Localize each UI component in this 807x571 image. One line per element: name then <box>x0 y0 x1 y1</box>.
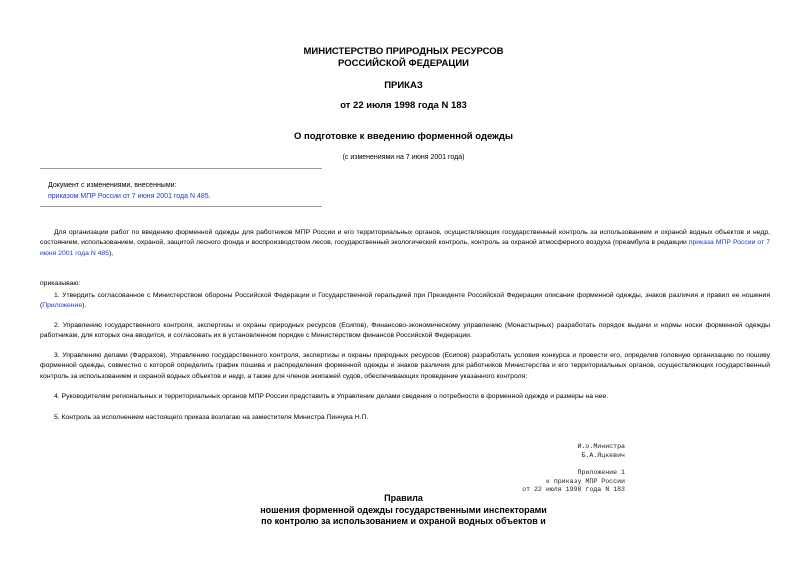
appendix-reference <box>522 469 625 495</box>
preamble-text: Для организации работ по введению форменной одежды для работников МПР России и его территориальных органов, осуществляющих государственный контроль за использованием и охраной водных объектов и недр, состоянием, использованием, охраной, защитой лесного фонда и воспроизводством лесов, государственный экологический контроль, контроль за охраной атмосферного воздуха (преамбула в редакции <box>40 229 770 247</box>
rules-title-line1: Правила <box>384 493 423 503</box>
rules-title-line2: ношения форменной одежды государственными инспекторами <box>260 504 547 515</box>
appendix-ref-line1: Приложение 1 <box>577 469 625 476</box>
rules-title-line3: по контролю за использованием и охраной водных объектов и <box>261 516 546 526</box>
amendments-note: (с изменениями на 7 июня 2001 года) <box>342 154 465 161</box>
item-1-text: 1. Утвердить согласованное с Министерством обороны Российской Федерации и Государственной геральдией при Президенте Российской Федерации описание форменной одежды, знаков различия и правил ее ношения ( <box>40 292 770 310</box>
document-title: О подготовке к введению форменной одежды <box>293 131 514 142</box>
appendix-link[interactable]: Приложение <box>42 302 83 310</box>
signature-block <box>578 443 625 460</box>
order-item-4: 4. Руководителям региональных и территориальных органов МПР России представить в Управление делами сведения о потребности в форменной одежде и размеры на нее. <box>54 393 609 400</box>
ministry-name-line1: МИНИСТЕРСТВО ПРИРОДНЫХ РЕСУРСОВ <box>303 46 504 57</box>
rules-title <box>0 493 807 528</box>
preamble-paragraph <box>40 228 770 259</box>
order-item-2: 2. Управлению государственного контроля, экспертизы и охраны природных ресурсов (Есипов), Финансово-экономическому управлению (Монастырных) разработать порядок выдачи и нормы носки форменной одежды работникам, для которых она вводится, и согласовать их в установленном порядке с Министерством финансов Российской Федерации. <box>40 322 770 340</box>
item-1-tail: ). <box>82 302 87 310</box>
changes-note-suffix: . <box>208 193 211 200</box>
order-word: приказываю: <box>40 280 81 287</box>
document-date: от 22 июля 1998 года N 183 <box>340 100 467 111</box>
order-item-1 <box>40 291 770 312</box>
appendix-ref-line2: к приказу МПР России <box>545 477 625 485</box>
ministry-name-line2: РОССИЙСКОЙ ФЕДЕРАЦИИ <box>337 58 469 69</box>
changes-note-link-row <box>48 191 211 202</box>
divider-bottom <box>40 206 322 207</box>
appendix-ref-line3: от 22 июля 1998 года N 183 <box>522 486 625 494</box>
signature-name: Б.А.Яцкевич <box>581 451 625 459</box>
changes-note-label: Документ с изменениями, внесенными: <box>48 182 177 189</box>
order-item-3: 3. Управлению делами (Фаррахов), Управлению государственного контроля, экспертизы и охраны природных ресурсов (Есипов) разработать условия конкурса и провести его, определив головную организацию по пошиву форменной одежды, совместно с которой определить график пошива и распределения форменной одежды и знаков различия для работников Министерства и его территориальных органов, осуществляющих государственный контроль за использованием и охраной водных объектов и недр, а также для членов экипажей судов, обеспечивающих проведение указанного контроля; <box>40 352 770 380</box>
divider-top <box>40 168 322 169</box>
amendment-order-link[interactable]: приказом МПР России от 7 июня 2001 года N 485 <box>48 193 209 200</box>
order-item-5: 5. Контроль за исполнением настоящего приказа возлагаю на заместителя Министра Пинчука Н.П. <box>54 414 369 421</box>
preamble-tail: ), <box>108 249 114 257</box>
changes-note <box>48 180 211 202</box>
preamble-amendment-link[interactable]: приказа МПР России от 7 июня 2001 года N 485 <box>40 239 771 257</box>
signature-title: И.о.Министра <box>577 443 625 450</box>
document-type: ПРИКАЗ <box>384 80 423 91</box>
